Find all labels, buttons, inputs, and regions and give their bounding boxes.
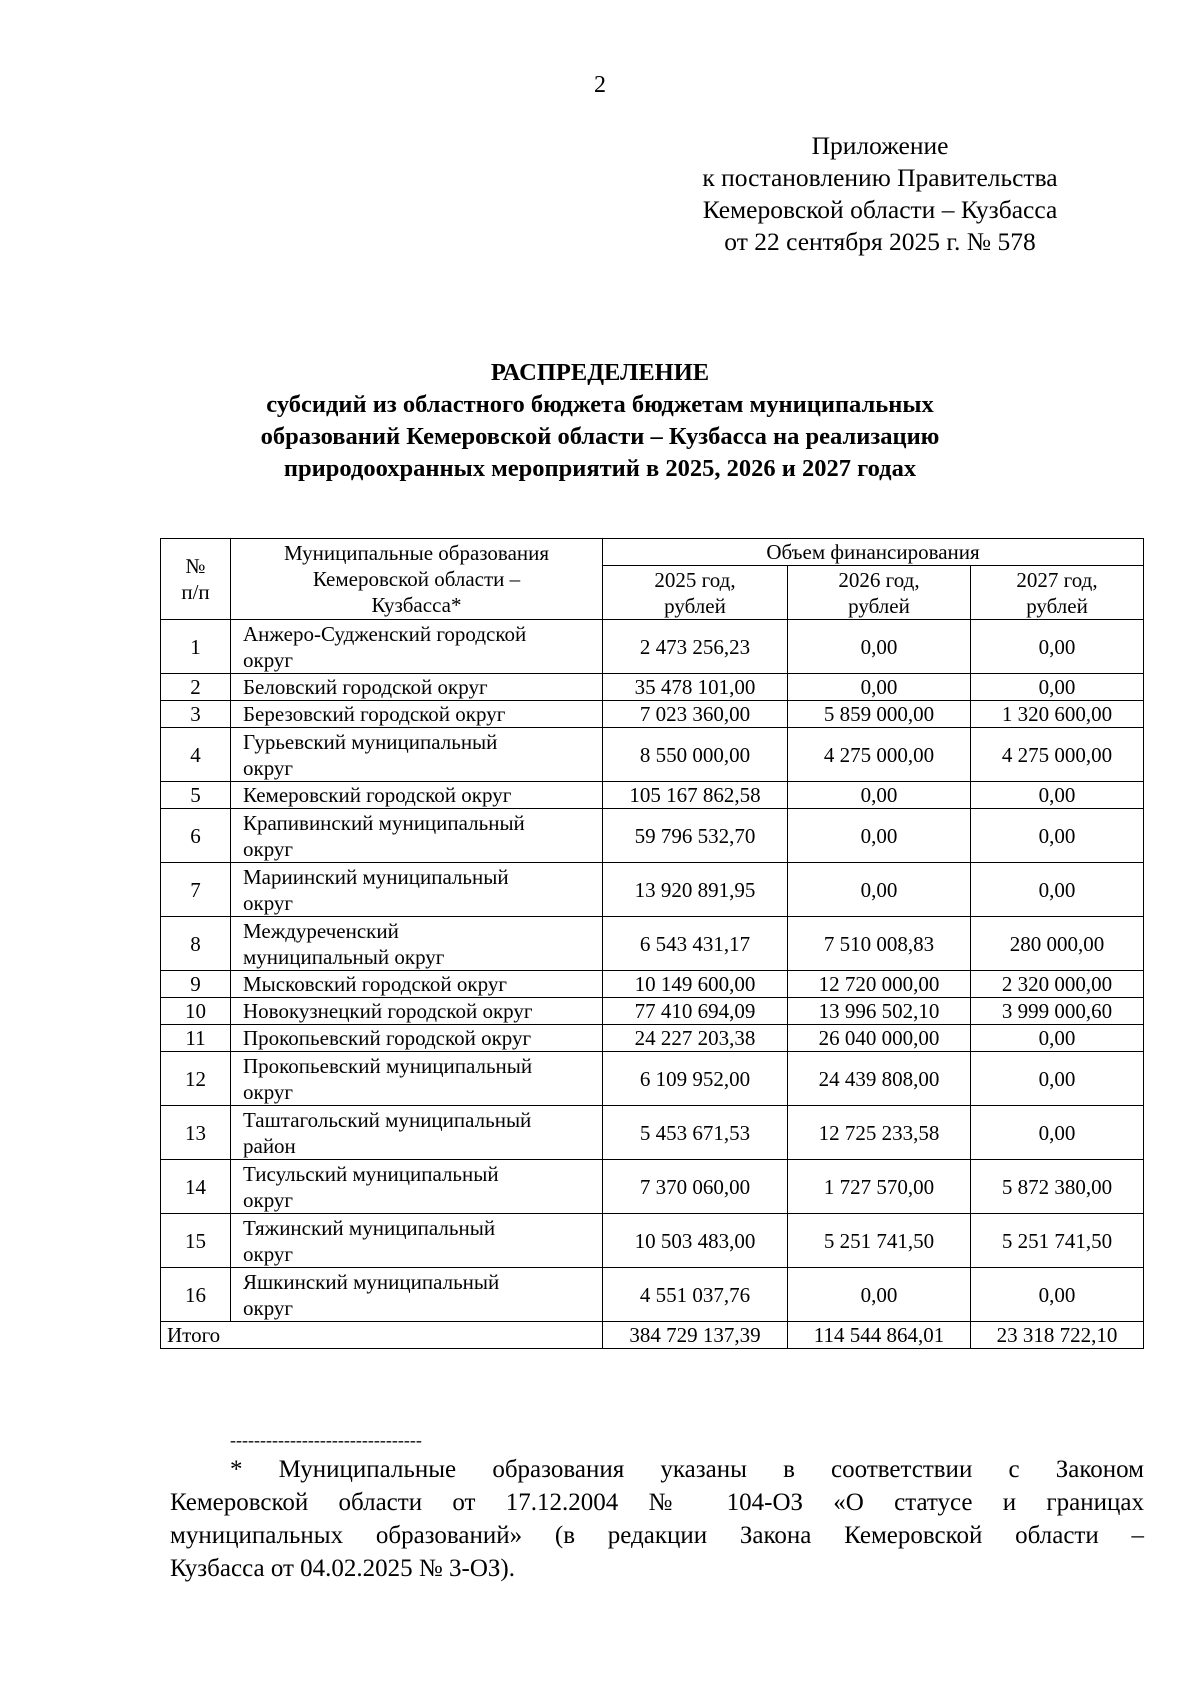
row-number: 13 — [161, 1106, 231, 1160]
table-row — [161, 971, 1144, 998]
amount-2026: 7 510 008,83 — [788, 917, 971, 971]
table-row — [161, 701, 1144, 728]
amount-2027: 0,00 — [971, 1025, 1144, 1052]
municipality-name — [231, 620, 603, 674]
amount-2025: 10 503 483,00 — [603, 1214, 788, 1268]
row-number: 9 — [161, 971, 231, 998]
header-year-2026 — [788, 566, 971, 620]
header-year-line: 2025 год, — [654, 567, 736, 592]
amount-2025: 7 370 060,00 — [603, 1160, 788, 1214]
footnote-line: Кузбасса от 04.02.2025 № 3-ОЗ). — [170, 1555, 516, 1582]
row-number: 8 — [161, 917, 231, 971]
row-number: 1 — [161, 620, 231, 674]
municipality-name-line: округ — [243, 836, 294, 861]
title-line: субсидий из областного бюджета бюджетам муниципальных — [266, 391, 934, 418]
amount-2026: 0,00 — [788, 674, 971, 701]
municipality-name — [231, 1025, 603, 1052]
amount-2027: 0,00 — [971, 809, 1144, 863]
municipality-name-line: Таштагольский муниципальный — [243, 1107, 532, 1132]
header-year-line: 2026 год, — [838, 567, 920, 592]
title-line: образований Кемеровской области – Кузбасса на реализацию — [260, 423, 940, 450]
municipality-name — [231, 1268, 603, 1322]
header-year-line: рублей — [664, 593, 726, 618]
table-row — [161, 863, 1144, 917]
title-line: РАСПРЕДЕЛЕНИЕ — [490, 359, 710, 386]
row-number: 7 — [161, 863, 231, 917]
row-number: 3 — [161, 701, 231, 728]
header-year-2025 — [603, 566, 788, 620]
footnote-line: Кемеровской области от 17.12.2004 № 104-ОЗ «О статусе и границах — [170, 1489, 1144, 1516]
row-number: 10 — [161, 998, 231, 1025]
municipality-name — [231, 863, 603, 917]
amount-2027: 2 320 000,00 — [971, 971, 1144, 998]
municipality-name — [231, 728, 603, 782]
amount-2026: 4 275 000,00 — [788, 728, 971, 782]
row-number: 2 — [161, 674, 231, 701]
municipality-name-line: округ — [243, 647, 294, 672]
amount-2027: 4 275 000,00 — [971, 728, 1144, 782]
table-row — [161, 998, 1144, 1025]
row-number: 5 — [161, 782, 231, 809]
appendix-line: к постановлению Правительства — [702, 163, 1058, 192]
municipality-name-line: округ — [243, 1241, 294, 1266]
municipality-name-line: округ — [243, 1079, 294, 1104]
header-number-line: п/п — [181, 580, 210, 604]
page-number: 2 — [594, 72, 606, 98]
header-number — [161, 539, 231, 620]
header-funding: Объем финансирования — [603, 539, 1144, 566]
amount-2027: 280 000,00 — [971, 917, 1144, 971]
amount-2027: 3 999 000,60 — [971, 998, 1144, 1025]
amount-2027: 0,00 — [971, 1268, 1144, 1322]
header-municipality-line: Кузбасса* — [371, 593, 462, 617]
amount-2026: 13 996 502,10 — [788, 998, 971, 1025]
amount-2025: 8 550 000,00 — [603, 728, 788, 782]
municipality-name-line: муниципальный округ — [243, 944, 445, 969]
municipality-name — [231, 917, 603, 971]
amount-2025: 5 453 671,53 — [603, 1106, 788, 1160]
header-number-line: № — [185, 554, 206, 578]
amount-2025: 13 920 891,95 — [603, 863, 788, 917]
amount-2026: 0,00 — [788, 620, 971, 674]
municipality-name — [231, 782, 603, 809]
amount-2026: 1 727 570,00 — [788, 1160, 971, 1214]
municipality-name — [231, 701, 603, 728]
amount-2027: 0,00 — [971, 1052, 1144, 1106]
amount-2027: 1 320 600,00 — [971, 701, 1144, 728]
total-row — [161, 1322, 1144, 1349]
amount-2027: 0,00 — [971, 863, 1144, 917]
amount-2027: 0,00 — [971, 1106, 1144, 1160]
appendix-line: от 22 сентября 2025 г. № 578 — [724, 227, 1036, 256]
municipality-name-line: Мариинский муниципальный — [243, 864, 509, 889]
municipality-name-line: Прокопьевский городской округ — [243, 1026, 532, 1050]
municipality-name-line: Мысковский городской округ — [243, 972, 507, 996]
appendix-line: Приложение — [811, 131, 949, 160]
amount-2025: 2 473 256,23 — [603, 620, 788, 674]
municipality-name — [231, 809, 603, 863]
row-number: 12 — [161, 1052, 231, 1106]
table-row — [161, 728, 1144, 782]
municipality-name-line: Анжеро-Судженский городской — [243, 621, 527, 646]
table-row — [161, 1268, 1144, 1322]
amount-2026: 0,00 — [788, 863, 971, 917]
municipality-name-line: Крапивинский муниципальный — [243, 810, 525, 835]
table-row — [161, 917, 1144, 971]
amount-2025: 24 227 203,38 — [603, 1025, 788, 1052]
municipality-name-line: округ — [243, 1187, 294, 1212]
table-row — [161, 809, 1144, 863]
header-municipality — [231, 539, 603, 620]
row-number: 14 — [161, 1160, 231, 1214]
municipality-name-line: Тяжинский муниципальный — [243, 1215, 496, 1240]
amount-2025: 6 109 952,00 — [603, 1052, 788, 1106]
municipality-name-line: Кемеровский городской округ — [243, 783, 512, 807]
amount-2025: 7 023 360,00 — [603, 701, 788, 728]
appendix-line: Кемеровской области – Кузбасса — [702, 195, 1058, 224]
header-year-line: рублей — [1026, 593, 1088, 618]
amount-2026: 26 040 000,00 — [788, 1025, 971, 1052]
amount-2026: 5 859 000,00 — [788, 701, 971, 728]
municipality-name-line: район — [243, 1133, 296, 1158]
amount-2025: 6 543 431,17 — [603, 917, 788, 971]
distribution-table — [160, 538, 1144, 1349]
municipality-name-line: Тисульский муниципальный — [243, 1161, 499, 1186]
amount-2026: 0,00 — [788, 782, 971, 809]
amount-2026: 5 251 741,50 — [788, 1214, 971, 1268]
amount-2026: 0,00 — [788, 1268, 971, 1322]
header-municipality-line: Муниципальные образования — [283, 541, 550, 565]
row-number: 6 — [161, 809, 231, 863]
amount-2027: 5 872 380,00 — [971, 1160, 1144, 1214]
amount-2025: 105 167 862,58 — [603, 782, 788, 809]
municipality-name-line: округ — [243, 890, 294, 915]
footnote-line: муниципальных образований» (в редакции Закона Кемеровской области – — [170, 1522, 1144, 1549]
table-row — [161, 1214, 1144, 1268]
table-row — [161, 674, 1144, 701]
total-2026: 114 544 864,01 — [788, 1322, 971, 1349]
amount-2025: 77 410 694,09 — [603, 998, 788, 1025]
municipality-name — [231, 1052, 603, 1106]
amount-2027: 0,00 — [971, 782, 1144, 809]
municipality-name-line: Новокузнецкий городской округ — [243, 999, 533, 1023]
header-year-line: 2027 год, — [1016, 567, 1098, 592]
table-row — [161, 620, 1144, 674]
municipality-name-line: Беловский городской округ — [243, 675, 488, 699]
row-number: 4 — [161, 728, 231, 782]
appendix-block — [690, 130, 1070, 258]
amount-2025: 4 551 037,76 — [603, 1268, 788, 1322]
footnote — [170, 1453, 1144, 1585]
row-number: 11 — [161, 1025, 231, 1052]
title-line: природоохранных мероприятий в 2025, 2026 и 2027 годах — [283, 455, 917, 482]
document-title — [0, 357, 1200, 485]
municipality-name-line: Прокопьевский муниципальный — [243, 1053, 533, 1078]
amount-2026: 12 720 000,00 — [788, 971, 971, 998]
table-row — [161, 1025, 1144, 1052]
total-label: Итого — [161, 1322, 603, 1349]
footnote-line: * Муниципальные образования указаны в соответствии с Законом — [230, 1456, 1144, 1483]
amount-2025: 59 796 532,70 — [603, 809, 788, 863]
municipality-name — [231, 1214, 603, 1268]
municipality-name — [231, 674, 603, 701]
amount-2025: 10 149 600,00 — [603, 971, 788, 998]
footnote-rule: -------------------------------- — [230, 1430, 422, 1450]
header-year-2027 — [971, 566, 1144, 620]
table-body — [161, 620, 1144, 1322]
amount-2026: 12 725 233,58 — [788, 1106, 971, 1160]
row-number: 15 — [161, 1214, 231, 1268]
municipality-name-line: Гурьевский муниципальный — [243, 729, 498, 754]
municipality-name — [231, 998, 603, 1025]
amount-2025: 35 478 101,00 — [603, 674, 788, 701]
municipality-name — [231, 1106, 603, 1160]
row-number: 16 — [161, 1268, 231, 1322]
header-municipality-line: Кемеровской области – — [312, 567, 521, 591]
municipality-name — [231, 971, 603, 998]
amount-2026: 24 439 808,00 — [788, 1052, 971, 1106]
municipality-name-line: Междуреченский — [243, 918, 399, 943]
header-year-line: рублей — [848, 593, 910, 618]
municipality-name-line: Яшкинский муниципальный — [243, 1269, 500, 1294]
table-row — [161, 1052, 1144, 1106]
table-row — [161, 1160, 1144, 1214]
amount-2027: 0,00 — [971, 674, 1144, 701]
municipality-name-line: округ — [243, 755, 294, 780]
amount-2027: 0,00 — [971, 620, 1144, 674]
amount-2026: 0,00 — [788, 809, 971, 863]
total-2027: 23 318 722,10 — [971, 1322, 1144, 1349]
municipality-name-line: округ — [243, 1295, 294, 1320]
municipality-name — [231, 1160, 603, 1214]
table-row — [161, 1106, 1144, 1160]
total-2025: 384 729 137,39 — [603, 1322, 788, 1349]
amount-2027: 5 251 741,50 — [971, 1214, 1144, 1268]
municipality-name-line: Березовский городской округ — [243, 702, 506, 726]
table-row — [161, 782, 1144, 809]
